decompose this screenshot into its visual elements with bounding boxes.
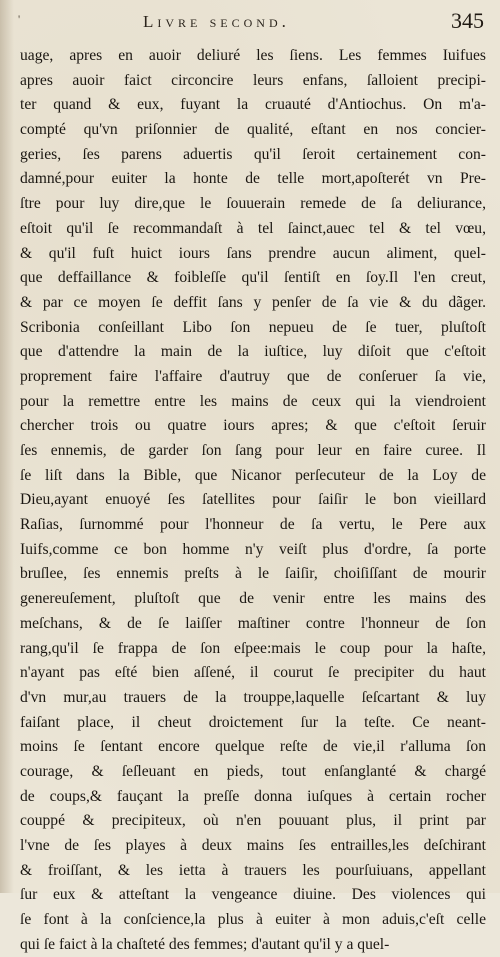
text-line: Iuifs,comme ce bon homme n'y veiſt plus d'ordre, ſa porte [20, 540, 486, 558]
text-line: n'ayant pas eſté bien aſſené, il courut ſe precipiter du haut [20, 664, 486, 682]
text-line: compté qu'vn priſonnier de qualité, eſtant en nos concier- [20, 121, 486, 139]
text-line: ter quand & eux, fuyant la cruauté d'Antiochus. On m'a- [20, 96, 486, 114]
text-line: proprement faire l'affaire d'autruy que de conſeruer ſa vie, [20, 367, 486, 385]
text-line: & qu'il fuſt huict iours ſans prendre aucun aliment, quel- [20, 244, 486, 262]
text-line: apres auoir faict circoncire leurs enfans, ſalloient precipi- [20, 71, 486, 89]
text-line: moins ſe ſentant encore quelque reſte de vie,il r'alluma ſon [20, 738, 486, 756]
text-line: d'vn mur,au trauers de la trouppe,laquelle ſeſcartant & luy [20, 688, 486, 706]
text-line: pour la remettre entre les mains de ceux qui la viendroient [20, 392, 486, 410]
text-line: ſe font à la conſcience,la plus à euiter à mon aduis,c'eſt celle [20, 911, 486, 929]
text-line: Scribonia conſeillant Libo ſon nepueu de ſe tuer, pluſtoſt [20, 318, 486, 336]
text-line: damné,pour euiter la honte de telle mort,apoſterét vn Pre- [20, 170, 486, 188]
text-line: que d'attendre la main de la iuſtice, luy diſoit que c'eſtoit [20, 343, 486, 361]
text-line: couppé & precipiteux, où n'en pouuant plus, il print par [20, 812, 486, 830]
running-title: Livre second. [143, 12, 290, 31]
text-line: chercher trois ou quatre iours apres; & que c'eſtoit ſeruir [20, 417, 486, 435]
text-line: genereuſement, pluſtoſt que de venir entre les mains des [20, 590, 486, 608]
page-header [0, 8, 500, 38]
header-mark: ' [18, 12, 21, 26]
text-line: qui ſe faict à la chaſteté des femmes; d'autant qu'il y a quel- [20, 935, 390, 953]
text-line: ſur eux & atteſtant la vengeance diuine. Des violences qui [20, 886, 486, 904]
text-line: que deffaillance & foibleſſe qu'il ſentiſt en ſoy.Il l'en creut, [20, 269, 486, 287]
text-line: uage, apres en auoir deliuré les ſiens. Les femmes Iuifues [20, 47, 486, 64]
text-line: bruſlee, ſes ennemis preſts à le ſaiſir, choiſiſſant de mourir [20, 565, 486, 583]
text-line: geries, ſes parens aduertis qu'il ſeroit certainement con- [20, 145, 486, 163]
page-number: 345 [451, 8, 484, 33]
text-line: ſe liſt dans la Bible, que Nicanor perſecuteur de la Loy de [20, 466, 486, 484]
text-line: & par ce moyen ſe deffit ſans y penſer de ſa vie & du dãger. [20, 293, 486, 311]
text-line: de coups,& fauçant la preſſe donna iuſques à certain rocher [20, 787, 486, 805]
text-line: & froiſſant, & les ietta à trauers les pourſuiuans, appellant [20, 861, 486, 879]
text-line: Raſias, ſurnommé pour l'honneur de ſa vertu, le Pere aux [20, 516, 486, 534]
text-line: courage, & ſeſleuant en pieds, tout enſanglanté & chargé [20, 762, 486, 780]
body-text [20, 44, 486, 957]
text-line: meſchans, & de ſe laiſſer maſtiner contre l'honneur de ſon [20, 614, 486, 632]
gutter-shadow [0, 0, 14, 893]
text-line: rang,qu'il ſe frappa de ſon eſpee:mais le coup pour la haſte, [20, 639, 486, 657]
text-line: Dieu,ayant enuoyé ſes ſatellites pour ſaiſir le bon vieillard [20, 491, 486, 509]
text-line: faiſant place, il cheut droictement ſur la teſte. Ce neant- [20, 713, 486, 731]
text-line: l'vne de ſes playes à deux mains ſes entrailles,les deſchirant [20, 837, 486, 854]
text-line: eſtoit qu'il ſe recommandaſt à tel ſainct,auec tel & tel vœu, [20, 219, 486, 237]
text-line: ſtre pour luy dire,que le ſouuerain remede de ſa deliurance, [20, 195, 486, 213]
text-line: ſes ennemis, de garder ſon ſang pour leur en faire curee. Il [20, 442, 486, 459]
